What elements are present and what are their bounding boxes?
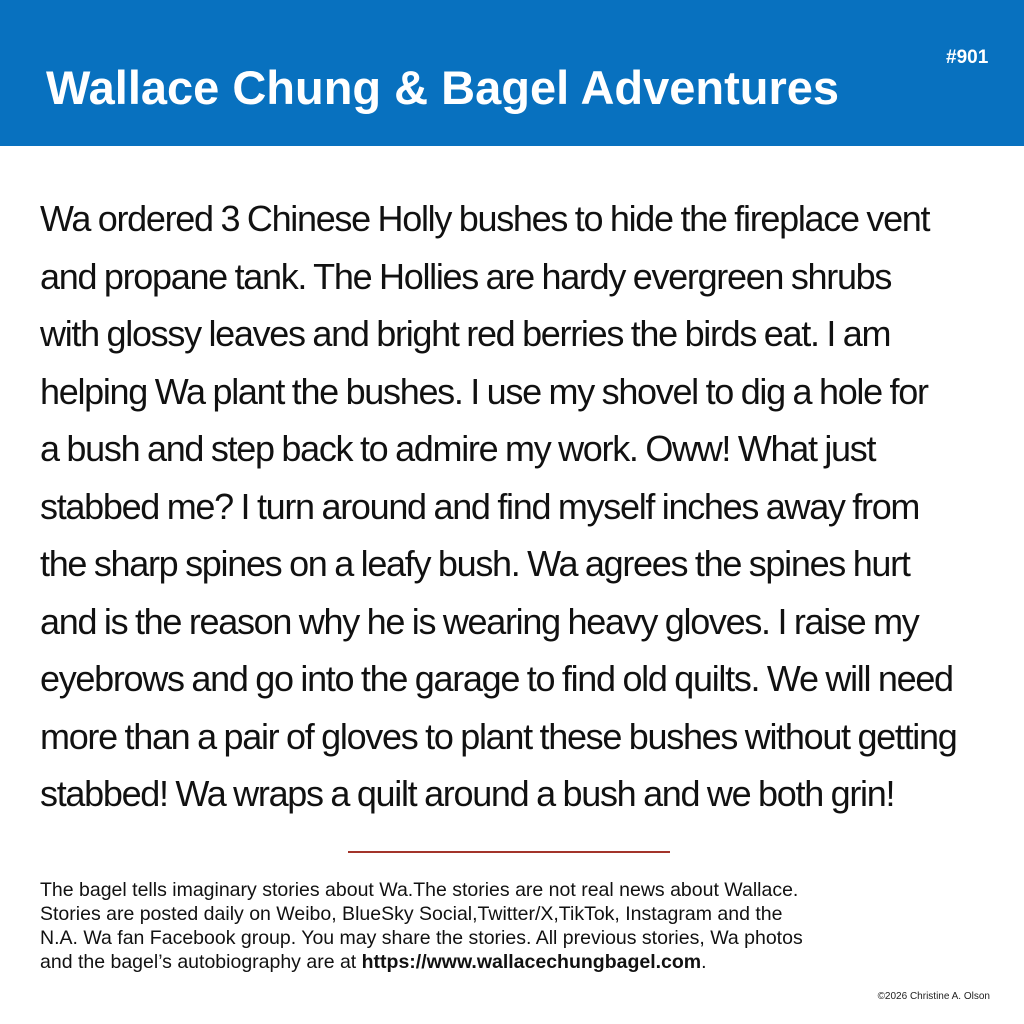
header-banner <box>0 0 1024 146</box>
issue-number: #901 <box>946 47 989 68</box>
footer-line: Stories are posted daily on Weibo, BlueSky Social,Twitter/X,TikTok, Instagram and the <box>40 903 783 925</box>
story-line: eyebrows and go into the garage to find old quilts. We will need <box>40 658 953 699</box>
story-line: and propane tank. The Hollies are hardy evergreen shrubs <box>40 255 892 297</box>
website-link[interactable]: https://www.wallacechungbagel.com <box>361 951 702 973</box>
footer-line <box>40 950 1000 974</box>
story-line: more than a pair of gloves to plant these bushes without getting <box>40 715 957 757</box>
footer-line-suffix: . <box>701 951 707 973</box>
story-line: stabbed! Wa wraps a quilt around a bush and we both grin! <box>40 773 895 814</box>
story-line: stabbed me? I turn around and find myself inches away from <box>40 485 920 527</box>
divider-line <box>348 851 670 853</box>
story-line: helping Wa plant the bushes. I use my shovel to dig a hole for <box>40 370 928 412</box>
story-line: with glossy leaves and bright red berries the birds eat. I am <box>40 313 891 354</box>
footer-line-prefix: and the bagel’s autobiography are at <box>40 951 362 973</box>
page-title: Wallace Chung & Bagel Adventures <box>46 61 840 114</box>
footer-line: N.A. Wa fan Facebook group. You may share the stories. All previous stories, Wa photos <box>40 927 803 949</box>
story-line: the sharp spines on a leafy bush. Wa agrees the spines hurt <box>40 543 910 584</box>
copyright-notice: ©2026 Christine A. Olson <box>877 991 990 1002</box>
footer-disclaimer <box>40 878 1000 974</box>
story-line: a bush and step back to admire my work. Oww! What just <box>40 428 876 469</box>
story-line: and is the reason why he is wearing heavy gloves. I raise my <box>40 600 919 642</box>
story-line: Wa ordered 3 Chinese Holly bushes to hide the fireplace vent <box>40 198 930 239</box>
footer-line: The bagel tells imaginary stories about Wa.The stories are not real news about Wallace. <box>40 879 799 901</box>
story-text <box>40 190 1015 823</box>
